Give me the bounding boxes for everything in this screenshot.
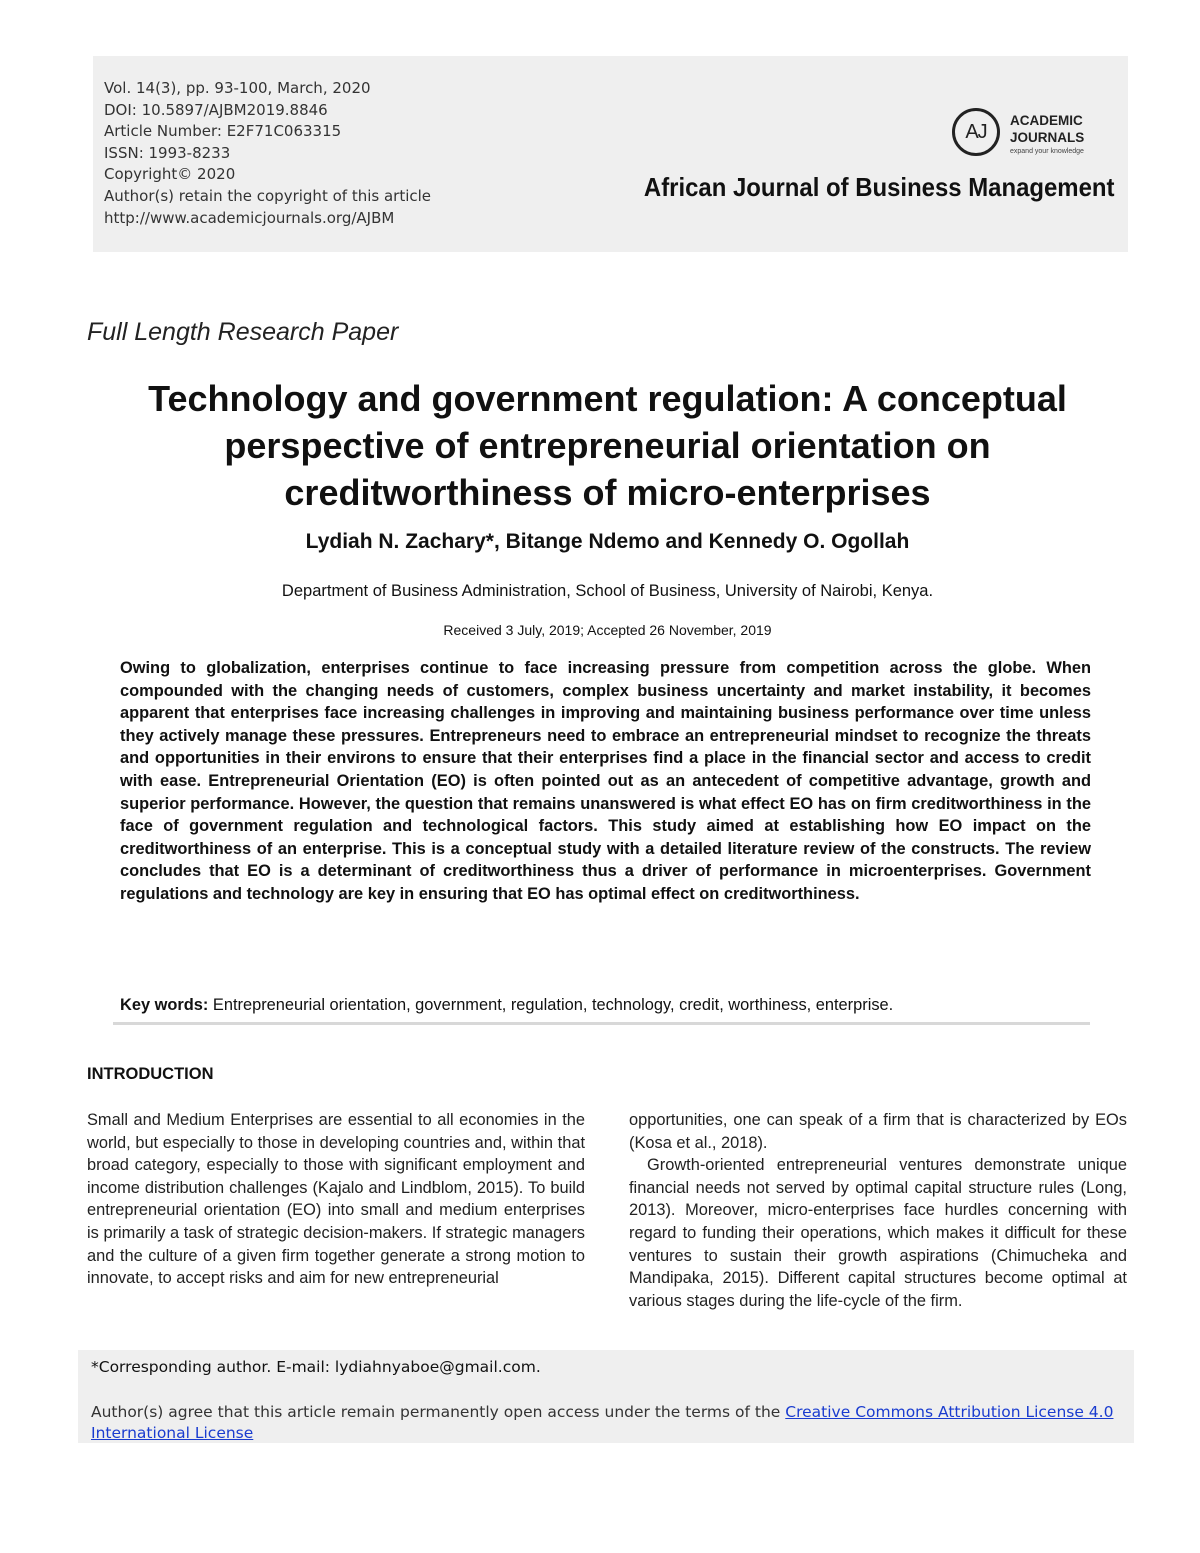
title-line: perspective of entrepreneurial orientation on <box>224 425 991 466</box>
section-heading-introduction: INTRODUCTION <box>87 1065 214 1083</box>
body-paragraph: Small and Medium Enterprises are essential to all economies in the world, but especially to those in developing countries and, within that broad category, especially to those with significant employment and income distribution challenges (Kajalo and Lindblom, 2015). To build entrepreneurial orientation (EO) into small and medium enterprises is primarily a task of strategic decision-makers. If strategic managers and the culture of a given firm together generate a strong motion to innovate, to accept risks and aim for new entrepreneurial <box>87 1111 585 1288</box>
body-paragraph: opportunities, one can speak of a firm that is characterized by EOs (Kosa et al., 2018). <box>629 1111 1127 1152</box>
article-metadata <box>104 78 431 229</box>
logo-name-line1: ACADEMIC <box>1010 113 1083 128</box>
corresponding-author: *Corresponding author. E-mail: lydiahnyaboe@gmail.com. <box>91 1358 541 1376</box>
abstract: Owing to globalization, enterprises continue to face increasing pressure from competition across the globe. When compounded with the changing needs of customers, complex business uncertainty and market instability, it becomes apparent that enterprises face increasing challenges in improving and maintaining business performance over time unless they actively manage these pressures. Entrepreneurs need to embrace an entrepreneurial mindset to recognize the threats and opportunities in their environs to ensure that their enterprises find a place in the financial sector and access to credit with ease. Entrepreneurial Orientation (EO) is often pointed out as an antecedent of competitive advantage, growth and superior performance. However, the question that remains unanswered is what effect EO has on firm creditworthiness in the face of government regulation and technological factors. This study aimed at establishing how EO impact on the creditworthiness of an enterprise. This is a conceptual study with a detailed literature review of the constructs. The review concludes that EO is a determinant of creditworthiness thus a driver of performance in microenterprises. Government regulations and technology are key in ensuring that EO has optimal effect on creditworthiness. <box>120 659 1091 903</box>
license-notice <box>91 1402 1126 1444</box>
body-column-left <box>87 1109 585 1290</box>
received-accepted-dates: Received 3 July, 2019; Accepted 26 November, 2019 <box>443 622 772 638</box>
issn: ISSN: 1993-8233 <box>104 143 231 162</box>
doi: DOI: 10.5897/AJBM2019.8846 <box>104 100 328 119</box>
keywords-text: Entrepreneurial orientation, government, regulation, technology, credit, worthiness, enterprise. <box>208 996 894 1014</box>
volume-info: Vol. 14(3), pp. 93-100, March, 2020 <box>104 79 371 97</box>
journal-url: http://www.academicjournals.org/AJBM <box>104 208 395 227</box>
license-link[interactable]: Creative Commons Attribution License 4.0 International License <box>91 1403 1114 1442</box>
keywords <box>120 996 1091 1015</box>
journal-name: African Journal of Business Management <box>643 172 1114 202</box>
copyright-note: Author(s) retain the copyright of this article <box>104 186 432 205</box>
academic-journals-logo <box>952 108 1112 160</box>
keywords-label: Key words: <box>120 996 209 1014</box>
logo-name-line2: JOURNALS <box>1010 130 1085 145</box>
copyright: Copyright© 2020 <box>104 165 236 184</box>
title-line: creditworthiness of micro-enterprises <box>284 472 931 513</box>
body-paragraph: Growth-oriented entrepreneurial ventures demonstrate unique financial needs not served by optimal capital structure rules (Long, 2013). Moreover, micro-enterprises face hurdles concerning with regard to funding their operations, which makes it difficult for these ventures to sustain their growth aspirations (Chimucheka and Mandipaka, 2015). Different capital structures become optimal at various stages during the life-cycle of the firm. <box>629 1156 1127 1310</box>
license-text: Author(s) agree that this article remain permanently open access under the terms of the <box>91 1403 786 1421</box>
abstract-divider <box>113 1022 1090 1025</box>
logo-monogram: AJ <box>952 108 1000 156</box>
logo-name <box>1010 112 1084 146</box>
logo-tagline: expand your knowledge <box>1010 148 1084 155</box>
article-number: Article Number: E2F71C063315 <box>104 122 342 141</box>
title-line: Technology and government regulation: A conceptual <box>148 378 1067 419</box>
paper-type: Full Length Research Paper <box>87 318 399 346</box>
author-list: Lydiah N. Zachary*, Bitange Ndemo and Kennedy O. Ogollah <box>305 530 910 553</box>
paper-title <box>60 375 1155 516</box>
body-column-right <box>629 1109 1127 1312</box>
affiliation: Department of Business Administration, School of Business, University of Nairobi, Kenya. <box>281 582 934 600</box>
